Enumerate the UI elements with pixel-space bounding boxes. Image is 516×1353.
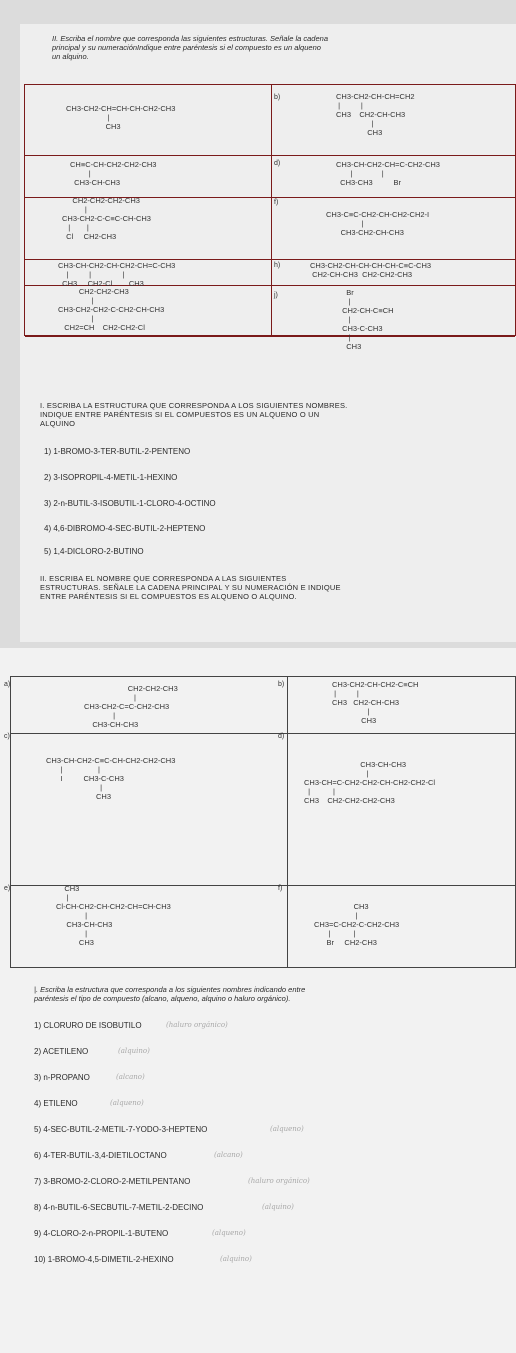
top-label-h: h) xyxy=(274,262,281,269)
part2-heading-line2: ESTRUCTURAS. SEÑALE LA CADENA PRINCIPAL Y SU NUMERACIÓN E INDIQUE xyxy=(40,583,341,592)
handwritten-note-9: (alqueno) xyxy=(212,1229,246,1237)
bottom-label-f: f) xyxy=(278,885,283,892)
handwritten-note-8: (alquino) xyxy=(262,1203,294,1211)
part2-heading-line1: II. ESCRIBA EL NOMBRE QUE CORRESPONDA A LAS SIGUIENTES xyxy=(40,574,287,583)
top-structure-d: CH3-CH-CH2-CH=C-CH2-CH3 | | CH3-CH3 Br xyxy=(336,160,440,187)
handwritten-note-6: (alcano) xyxy=(214,1151,243,1159)
top-label-b: b) xyxy=(274,94,281,101)
bottom-structure-f: CH3 | CH3=C-CH2-C-CH2-CH3 | | Br CH2-CH3 xyxy=(314,902,400,947)
top-label-j: j) xyxy=(274,292,278,299)
bottom-name-5: 5) 4-SEC-BUTIL-2-METIL-7-YODO-3-HEPTENO xyxy=(34,1125,208,1134)
bottom-structure-c: CH3-CH-CH2-C≡C-CH-CH2-CH2-CH3 | | I CH3-C-CH3 | CH3 xyxy=(46,756,176,801)
bottom-structure-b: CH3-CH2-CH-CH2-C≡CH | | CH3 CH2-CH-CH3 | CH3 xyxy=(332,680,419,725)
bottom-label-c: c) xyxy=(4,733,10,740)
part1-heading-line2: INDIQUE ENTRE PARÉNTESIS SI EL COMPUESTOS ES UN ALQUENO O UN xyxy=(40,410,320,419)
top-structure-f: CH3-C≡C-CH2-CH-CH2-CH2-I | CH3-CH2-CH-CH3 xyxy=(326,210,430,237)
bottom-label-d: d) xyxy=(278,733,285,740)
bottom-name-3: 3) n-PROPANO xyxy=(34,1073,90,1082)
bottom-structure-e: CH3 | Cl-CH-CH2-CH-CH2-CH=CH-CH3 | CH3-CH-CH3 | CH3 xyxy=(56,884,171,947)
part1-name-1: 1) 1-BROMO-3-TER-BUTIL-2-PENTENO xyxy=(44,447,191,456)
bottom-structure-a: CH2-CH2-CH3 | CH3-CH2-C=C-CH2-CH3 | CH3-CH-CH3 xyxy=(84,684,178,729)
top-heading-line3: un alquino. xyxy=(52,52,89,61)
top-structure-c: CH≡C-CH-CH2-CH2-CH3 | CH3-CH-CH3 xyxy=(70,160,157,187)
handwritten-note-5: (alqueno) xyxy=(270,1125,304,1133)
top-structure-i: CH2-CH2-CH3 | CH3-CH2-CH2-C-CH2-CH-CH3 | CH2=CH CH2-CH2-Cl xyxy=(58,287,165,332)
bottom-name-9: 9) 4-CLORO-2-n-PROPIL-1-BUTENO xyxy=(34,1229,169,1238)
handwritten-note-10: (alquino) xyxy=(220,1255,252,1263)
bottom-label-b: b) xyxy=(278,681,285,688)
top-structure-g: CH3-CH-CH2-CH-CH2-CH=C-CH3 | | | CH3 CH2-Cl CH3 xyxy=(58,261,176,288)
part1-name-2: 2) 3-ISOPROPIL-4-METIL-1-HEXINO xyxy=(44,473,178,482)
bottom-structure-d: CH3-CH-CH3 | CH3-CH=C-CH2-CH2-CH-CH2-CH2-Cl | | CH3 CH2-CH2-CH2-CH3 xyxy=(304,760,436,805)
bottom-name-8: 8) 4-n-BUTIL-6-SECBUTIL-7-METIL-2-DECINO xyxy=(34,1203,204,1212)
bottom-name-6: 6) 4-TER-BUTIL-3,4-DIETILOCTANO xyxy=(34,1151,167,1160)
part1-name-3: 3) 2-n-BUTIL-3-ISOBUTIL-1-CLORO-4-OCTINO xyxy=(44,499,216,508)
top-label-d: d) xyxy=(274,160,281,167)
top-structure-a: CH3-CH2-CH=CH-CH-CH2-CH3 | CH3 xyxy=(66,104,176,131)
bottom-label-a: a) xyxy=(4,681,11,688)
bottom-name-1: 1) CLORURO DE ISOBUTILO xyxy=(34,1021,142,1030)
top-structure-b: CH3-CH2-CH-CH=CH2 | | CH3 CH2-CH-CH3 | CH3 xyxy=(336,92,415,137)
part1-heading-line1: I. ESCRIBA LA ESTRUCTURA QUE CORRESPONDA A LOS SIGUIENTES NOMBRES. xyxy=(40,401,348,410)
bottom-name-2: 2) ACETILENO xyxy=(34,1047,89,1056)
handwritten-note-4: (alqueno) xyxy=(110,1099,144,1107)
top-label-f: f) xyxy=(274,199,279,206)
handwritten-note-3: (alcano) xyxy=(116,1073,145,1081)
handwritten-note-2: (alquino) xyxy=(118,1047,150,1055)
top-heading-line2: principal y su numeraciónIndique entre paréntesis si el compuesto es un alqueno xyxy=(52,43,321,52)
bottom-instruction-line1: |. Escriba la estructura que corresponda a los siguientes nombres indicando entre xyxy=(34,985,306,994)
part1-name-4: 4) 4,6-DIBROMO-4-SEC-BUTIL-2-HEPTENO xyxy=(44,524,206,533)
bottom-name-7: 7) 3-BROMO-2-CLORO-2-METILPENTANO xyxy=(34,1177,191,1186)
part1-name-5: 5) 1,4-DICLORO-2-BUTINO xyxy=(44,547,144,556)
top-structure-e: CH2-CH2-CH2-CH3 | CH3-CH2-C-C≡C-CH-CH3 | | Cl CH2-CH3 xyxy=(62,196,151,241)
handwritten-note-7: (haluro orgánico) xyxy=(248,1177,310,1185)
bottom-label-e: e) xyxy=(4,885,11,892)
bottom-name-10: 10) 1-BROMO-4,5-DIMETIL-2-HEXINO xyxy=(34,1255,174,1264)
part2-heading-line3: ENTRE PARÉNTESIS SI EL COMPUESTOS ES ALQUENO O ALQUINO. xyxy=(40,592,297,601)
bottom-name-4: 4) ETILENO xyxy=(34,1099,78,1108)
top-structure-j: Br | CH2-CH-C≡CH | CH3-C-CH3 | CH3 xyxy=(342,288,394,351)
handwritten-note-1: (haluro orgánico) xyxy=(166,1021,228,1029)
top-structure-h: CH3-CH2-CH-CH-CH-CH-C≡C-CH3 CH2-CH-CH3 CH2-CH2-CH3 xyxy=(310,261,432,279)
part1-heading-line3: ALQUINO xyxy=(40,419,76,428)
bottom-instruction-line2: paréntesis el tipo de compuesto (alcano, alqueno, alquino o haluro orgánico). xyxy=(34,994,291,1003)
top-heading-line1: II. Escriba el nombre que corresponda las siguientes estructuras. Señale la cadena xyxy=(52,34,328,43)
